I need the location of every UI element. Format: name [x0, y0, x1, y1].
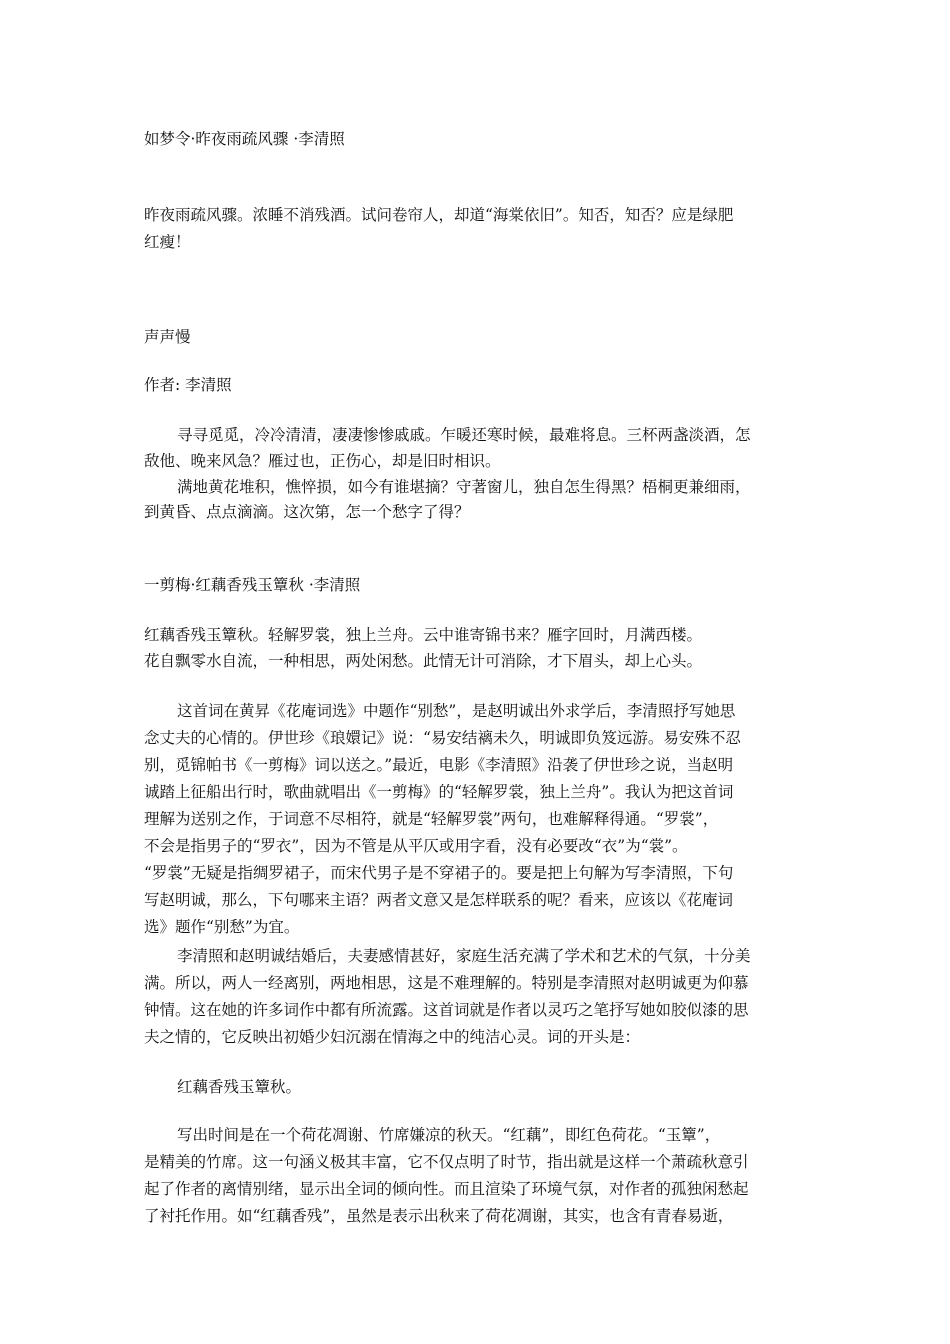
paragraph-line: “罗裳”无疑是指绸罗裙子，而宋代男子是不穿裙子的。要是把上句解为写李清照，下句	[144, 864, 734, 882]
commentary-paragraph-3	[144, 1122, 806, 1230]
poem2-author: 作者: 李清照	[144, 376, 232, 394]
paragraph-line: 钟情。这在她的许多词作中都有所流露。这首词就是作者以灵巧之笔抒写她如胶似漆的思	[144, 1001, 749, 1019]
poem3-title: 一剪梅·红藕香残玉簟秋 ·李清照	[144, 576, 361, 594]
poem1-line-1: 昨夜雨疏风骤。浓睡不消残酒。试问卷帘人，却道“海棠依旧”。知否，知否？应是绿肥	[144, 206, 734, 224]
paragraph-line: 不会是指男子的“罗衣”，因为不管是从平仄或用字看，没有必要改“衣”为“裳”。	[144, 837, 688, 855]
paragraph-line: 选》题作“别愁”为宜。	[144, 918, 300, 936]
paragraph-line: 诚踏上征船出行时，歌曲就唱出《一剪梅》的“轻解罗裳，独上兰舟”。我认为把这首词	[144, 783, 734, 801]
paragraph-line: 夫之情的，它反映出初婚少妇沉溺在情海之中的纯洁心灵。词的开头是：	[144, 1028, 641, 1046]
paragraph-line: 李清照和赵明诚结婚后，夫妻感情甚好，家庭生活充满了学术和艺术的气氛，十分美	[177, 947, 751, 965]
commentary-paragraph-2	[144, 943, 806, 1051]
paragraph-line: 理解为送别之作，于词意不尽相符，就是“轻解罗裳”两句，也难解释得通。“罗裳”，	[144, 810, 719, 828]
poem2-stanza2-line-1: 满地黄花堆积，憔悴损，如今有谁堪摘？守著窗儿，独自怎生得黑？梧桐更兼细雨，	[177, 478, 751, 496]
poem3-line-2: 花自飘零水自流，一种相思，两处闲愁。此情无计可消除，才下眉头，却上心头。	[144, 652, 703, 670]
paragraph-line: 写出时间是在一个荷花凋谢、竹席嫌凉的秋天。“红藕”，即红色荷花。“玉簟”，	[177, 1126, 721, 1144]
paragraph-line: 别，觅锦帕书《一剪梅》词以送之。”最近，电影《李清照》沿袭了伊世珍之说，当赵明	[144, 756, 734, 774]
poem1-line-2: 红瘦！	[144, 233, 191, 251]
paragraph-line: 了衬托作用。如“红藕香残”，虽然是表示出秋来了荷花凋谢，其实，也含有青春易逝，	[144, 1207, 734, 1225]
commentary-quote: 红藕香残玉簟秋。	[177, 1078, 302, 1096]
poem2-stanza1-line-2: 敌他、晚来风急？雁过也，正伤心，却是旧时相识。	[144, 452, 501, 470]
paragraph-line: 这首词在黄昇《花庵词选》中题作“别愁”，是赵明诚出外求学后，李清照抒写她思	[177, 702, 736, 720]
paragraph-line: 起了作者的离情别绪，显示出全词的倾向性。而且渲染了环境气氛，对作者的孤独闲愁起	[144, 1180, 749, 1198]
poem2-stanza2-line-2: 到黄昏、点点滴滴。这次第，怎一个愁字了得？	[144, 503, 470, 521]
paragraph-line: 是精美的竹席。这一句涵义极其丰富，它不仅点明了时节，指出就是这样一个萧疏秋意引	[144, 1153, 749, 1171]
paragraph-line: 满。所以，两人一经离别，两地相思，这是不难理解的。特别是李清照对赵明诚更为仰慕	[144, 974, 749, 992]
commentary-paragraph-1	[144, 698, 806, 941]
poem1-title: 如梦令·昨夜雨疏风骤 ·李清照	[144, 130, 345, 148]
paragraph-line: 写赵明诚，那么，下句哪来主语？两者文意又是怎样联系的呢？看来，应该以《花庵词	[144, 891, 734, 909]
poem2-stanza1-line-1: 寻寻觅觅，冷冷清清，凄凄惨惨戚戚。乍暖还寒时候，最难将息。三杯两盏淡酒，怎	[177, 426, 751, 444]
poem3-line-1: 红藕香残玉簟秋。轻解罗裳，独上兰舟。云中谁寄锦书来？雁字回时，月满西楼。	[144, 626, 703, 644]
poem2-title: 声声慢	[144, 328, 191, 346]
paragraph-line: 念丈夫的心情的。伊世珍《琅嬛记》说：“易安结褵未久，明诚即负笈远游。易安殊不忍	[144, 729, 741, 747]
